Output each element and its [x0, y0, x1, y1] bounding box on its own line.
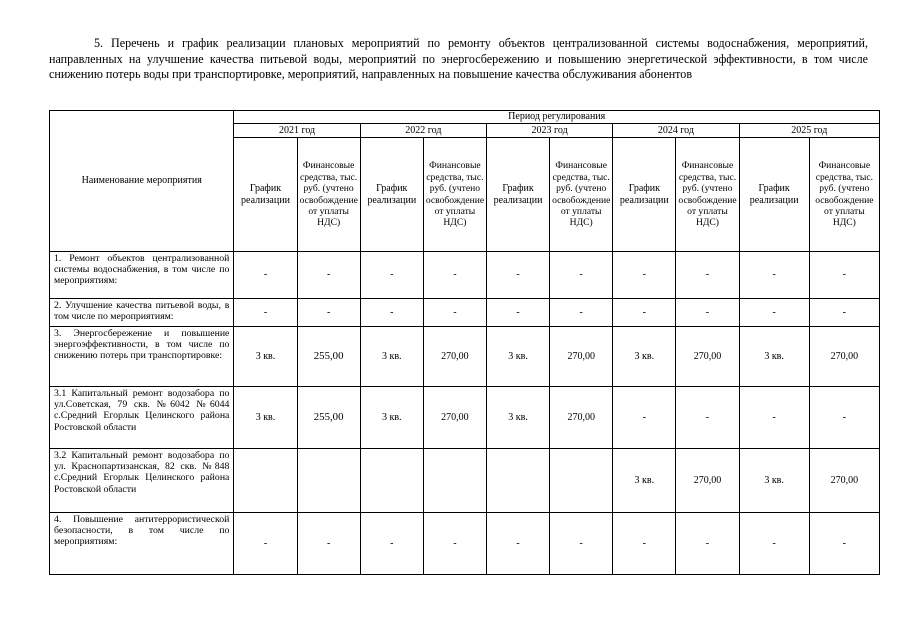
- year-header: 2024 год: [613, 124, 739, 138]
- period-header: Период регулирования: [234, 111, 880, 124]
- schedule-cell: -: [486, 252, 549, 299]
- finance-cell: -: [550, 252, 613, 299]
- table-row: [50, 387, 880, 449]
- finance-cell: 270,00: [550, 327, 613, 387]
- table-row: [50, 252, 880, 299]
- year-header: 2023 год: [486, 124, 612, 138]
- activity-name: [50, 513, 234, 575]
- schedule-cell: -: [360, 513, 423, 575]
- finance-cell: 270,00: [423, 387, 486, 449]
- schedule-cell: 3 кв.: [486, 327, 549, 387]
- finance-cell: -: [809, 299, 879, 327]
- schedule-cell: -: [739, 299, 809, 327]
- schedule-header: График реализации: [360, 138, 423, 252]
- schedule-cell: 3 кв.: [234, 387, 297, 449]
- schedule-cell: -: [234, 252, 297, 299]
- schedule-cell: -: [486, 513, 549, 575]
- schedule-cell: -: [486, 299, 549, 327]
- schedule-cell: 3 кв.: [234, 327, 297, 387]
- finance-header: Финансовые средства, тыс. руб. (учтено освобождение от уплаты НДС): [423, 138, 486, 252]
- table-row: [50, 449, 880, 513]
- schedule-cell: -: [360, 252, 423, 299]
- activity-name-text: 4. Повышение антитеррористической безопасности, в том числе по мероприятиям:: [54, 514, 230, 548]
- finance-cell: -: [676, 387, 739, 449]
- finance-header: Финансовые средства, тыс. руб. (учтено освобождение от уплаты НДС): [676, 138, 739, 252]
- schedule-cell: -: [613, 513, 676, 575]
- schedule-cell: -: [234, 299, 297, 327]
- schedule-cell: [234, 449, 297, 513]
- finance-cell: -: [297, 513, 360, 575]
- section-heading: 5. Перечень и график реализации плановых мероприятий по ремонту объектов централизованной системы водоснабжения, мероприятий, направленных на улучшение качества питьевой воды, мероприятий по энергосбережению и повышению энергетической эффективности, в том числе снижению потерь воды при транспортировке, мероприятий, направленных на повышение качества обслуживания абонентов: [49, 36, 868, 81]
- finance-cell: -: [809, 252, 879, 299]
- finance-cell: [550, 449, 613, 513]
- activity-name-text: 3.2 Капитальный ремонт водозабора по ул. Краснопартизанская, 82 скв. №848 с.Средний Егорлык Целинского района Ростовской области: [54, 450, 230, 495]
- activity-name: [50, 252, 234, 299]
- finance-cell: 255,00: [297, 387, 360, 449]
- finance-cell: 270,00: [809, 449, 879, 513]
- finance-cell: [423, 449, 486, 513]
- finance-cell: -: [297, 252, 360, 299]
- table-row: [50, 327, 880, 387]
- schedule-cell: -: [613, 299, 676, 327]
- schedule-cell: -: [739, 252, 809, 299]
- schedule-cell: 3 кв.: [739, 327, 809, 387]
- finance-cell: 270,00: [423, 327, 486, 387]
- activity-name-text: 1. Ремонт объектов централизованной системы водоснабжения, в том числе по мероприятиям:: [54, 253, 230, 287]
- finance-cell: 270,00: [676, 327, 739, 387]
- table-row: [50, 513, 880, 575]
- schedule-cell: 3 кв.: [739, 449, 809, 513]
- finance-cell: -: [676, 513, 739, 575]
- activity-name: [50, 327, 234, 387]
- finance-cell: 270,00: [676, 449, 739, 513]
- finance-header: Финансовые средства, тыс. руб. (учтено освобождение от уплаты НДС): [550, 138, 613, 252]
- schedule-cell: 3 кв.: [613, 449, 676, 513]
- schedule-header: График реализации: [739, 138, 809, 252]
- schedule-header: График реализации: [234, 138, 297, 252]
- finance-cell: -: [550, 299, 613, 327]
- finance-cell: -: [676, 252, 739, 299]
- finance-cell: -: [809, 387, 879, 449]
- schedule-cell: 3 кв.: [486, 387, 549, 449]
- schedule-cell: 3 кв.: [360, 327, 423, 387]
- finance-cell: -: [423, 299, 486, 327]
- finance-cell: 270,00: [550, 387, 613, 449]
- year-header: 2022 год: [360, 124, 486, 138]
- schedule-cell: -: [613, 387, 676, 449]
- activity-name: [50, 449, 234, 513]
- schedule-cell: [486, 449, 549, 513]
- activity-name: [50, 299, 234, 327]
- activity-name-text: 2. Улучшение качества питьевой воды, в том числе по мероприятиям:: [54, 300, 230, 323]
- finance-cell: -: [550, 513, 613, 575]
- schedule-cell: -: [739, 387, 809, 449]
- finance-header: Финансовые средства, тыс. руб. (учтено освобождение от уплаты НДС): [809, 138, 879, 252]
- activity-name: [50, 387, 234, 449]
- schedule-header: График реализации: [613, 138, 676, 252]
- finance-cell: -: [423, 513, 486, 575]
- schedule-cell: -: [234, 513, 297, 575]
- finance-cell: -: [809, 513, 879, 575]
- finance-cell: 270,00: [809, 327, 879, 387]
- activity-name-text: 3. Энергосбережение и повышение энергоэффективности, в том числе по снижению потерь при транспортировке:: [54, 328, 230, 362]
- finance-cell: -: [676, 299, 739, 327]
- finance-cell: [297, 449, 360, 513]
- year-header: 2021 год: [234, 124, 360, 138]
- table-row: [50, 299, 880, 327]
- schedule-cell: [360, 449, 423, 513]
- schedule-header: График реализации: [486, 138, 549, 252]
- schedule-cell: -: [739, 513, 809, 575]
- schedule-cell: -: [613, 252, 676, 299]
- finance-cell: 255,00: [297, 327, 360, 387]
- activity-name-text: 3.1 Капитальный ремонт водозабора по ул.Советская, 79 скв. №6042 №6044 с.Средний Егорлык Целинского района Ростовской области: [54, 388, 230, 433]
- finance-cell: -: [297, 299, 360, 327]
- schedule-cell: 3 кв.: [360, 387, 423, 449]
- finance-header: Финансовые средства, тыс. руб. (учтено освобождение от уплаты НДС): [297, 138, 360, 252]
- finance-cell: -: [423, 252, 486, 299]
- activities-table: [49, 110, 880, 575]
- schedule-cell: 3 кв.: [613, 327, 676, 387]
- year-header: 2025 год: [739, 124, 879, 138]
- name-column-header: Наименование мероприятия: [50, 111, 234, 252]
- schedule-cell: -: [360, 299, 423, 327]
